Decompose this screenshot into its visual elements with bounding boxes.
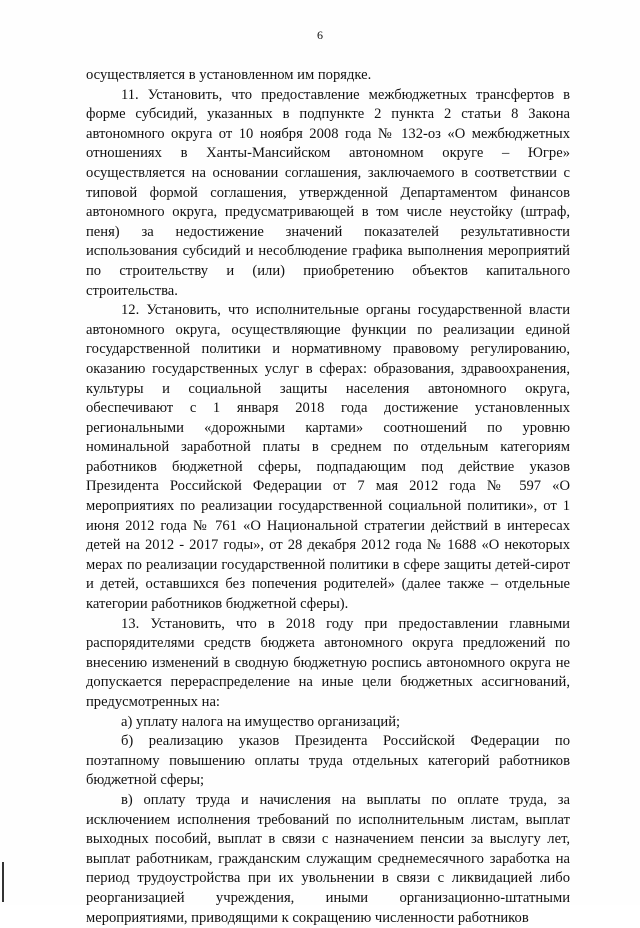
paragraph-continuation: осуществляется в установленном им порядке. [86,67,372,83]
paragraph-13-v: в) оплату труда и начисления на выплаты по оплате труда, за исключением исполнения требований по исполнительным листам, выплат выходных пособий, выплат в связи с назначением пенсии за выслугу лет, выплат работникам, гражданским служащим среднемесячного заработка на период трудоустройства при их увольнении в связи с ликвидацией либо реорганизацией учреждения, иными организационно-штатными мероприятиями, приводящими к сокращению численности работников [86,791,570,926]
scan-edge-mark [2,862,4,902]
paragraph-11: 11. Установить, что предоставление межбюджетных трансфертов в форме субсидий, указанных в подпункте 2 пункта 2 статьи 8 Закона автономного округа от 10 ноября 2008 года № 132-оз «О межбюджетных отношениях в Ханты-Мансийском автономном округе – Югре» осуществляется на основании соглашения, заключаемого в соответствии с типовой формой соглашения, утвержденной Департаментом финансов автономного округа, предусматривающей в том числе неустойку (штраф, пеня) за недостижение значений показателей результативности использования субсидий и несоблюдение графика выполнения мероприятий по строительству и (или) приобретению объектов капитального строительства. [86,86,570,299]
page-number: 6 [317,28,323,42]
document-body [86,66,570,928]
paragraph-13: 13. Установить, что в 2018 году при предоставлении главными распорядителями средств бюджета автономного округа предложений по внесению изменений в сводную бюджетную роспись автономного округа не допускается перераспределение на иные цели бюджетных ассигнований, предусмотренных на: [86,615,570,710]
paragraph-12: 12. Установить, что исполнительные органы государственной власти автономного округа, осуществляющие функции по реализации единой государственной политики и нормативному правовому регулированию, оказанию государственных услуг в сферах: образования, здравоохранения, культуры и социальной защиты населения автономного округа, обеспечивают с 1 января 2018 года достижение установленных региональными «дорожными картами» соотношений по уровню номинальной заработной платы в среднем по отдельным категориям работников бюджетной сферы, подпадающим под действие указов Президента Российской Федерации от 7 мая 2012 года № 597 «О мероприятиях по реализации государственной социальной политики», от 1 июня 2012 года № 761 «О Национальной стратегии действий в интересах детей на 2012 - 2017 годы», от 28 декабря 2012 года № 1688 «О некоторых мерах по реализации государственной политики в сфере защиты детей-сирот и детей, оставшихся без попечения родителей» (далее также – отдельные категории работников бюджетной сферы). [86,302,570,613]
paragraph-13-b: б) реализацию указов Президента Российской Федерации по поэтапному повышению оплаты труда отдельных категорий работников бюджетной сферы; [86,733,570,789]
paragraph-13-a: а) уплату налога на имущество организаций; [121,713,401,730]
